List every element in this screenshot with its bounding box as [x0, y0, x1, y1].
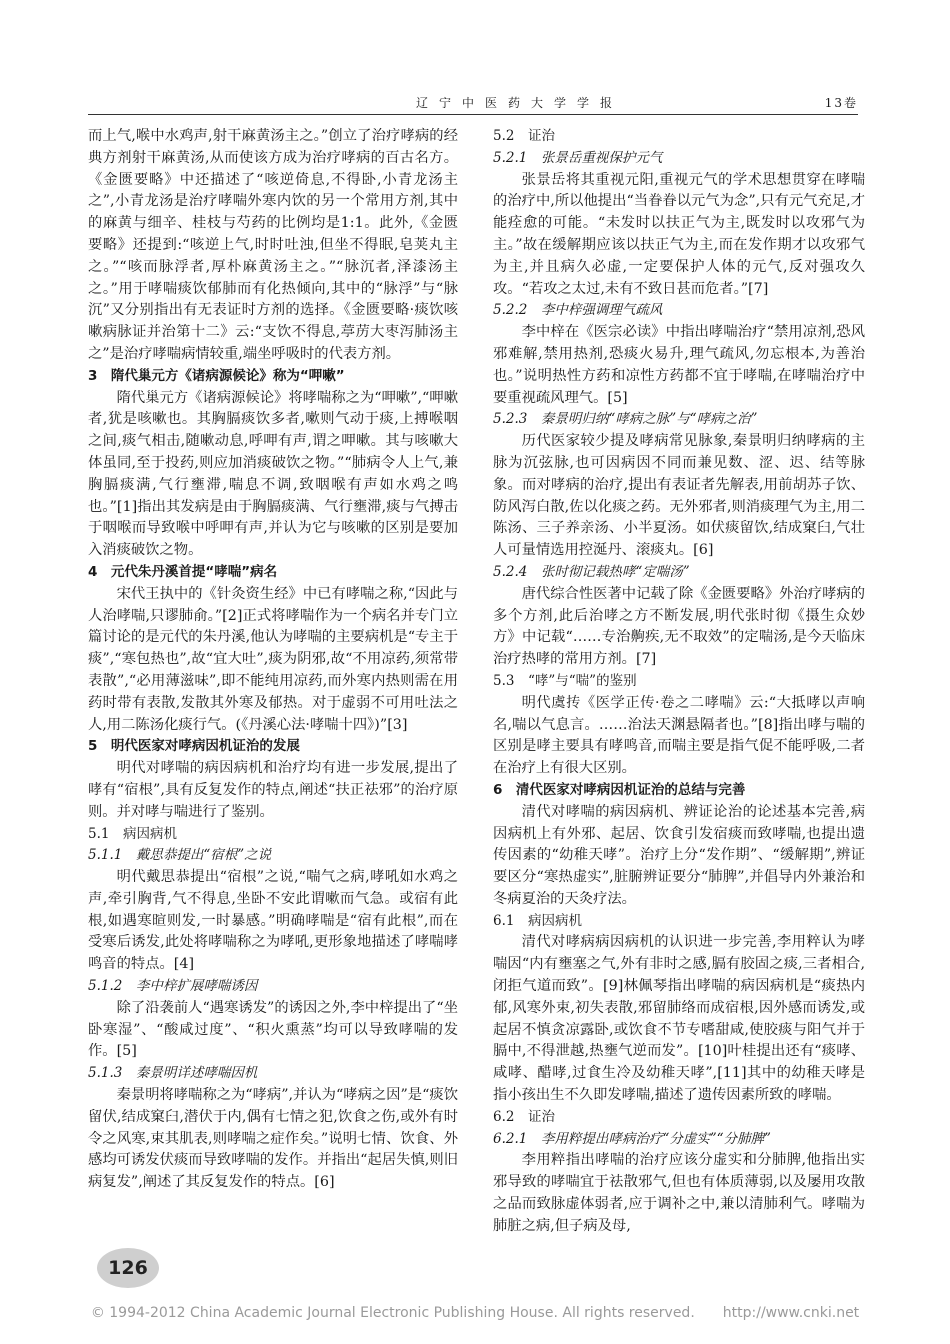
paragraph: 除了沿袭前人“遇寒诱发”的诱因之外,李中梓提出了“坐卧寒湿”、“酸咸过度”、“积火熏蒸”均可以导致哮喘的发作。[5] — [88, 999, 458, 1060]
subsection-heading: 5.3 “哮”与“喘”的鉴别 — [493, 672, 637, 689]
journal-title: 辽宁中医药大学学报 — [416, 96, 624, 110]
right-column — [493, 126, 865, 1238]
subsection-heading: 6.1 病因病机 — [493, 912, 582, 929]
subsection-heading: 6.2 证治 — [493, 1108, 555, 1125]
section-heading: 6 清代医家对哮病因机证治的总结与完善 — [493, 781, 746, 798]
paragraph: 李中梓在《医宗必读》中指出哮喘治疗“禁用凉剂,恐风邪难解,禁用热剂,恐痰火易升,理气疏风,勿忘根本,为善治也。”说明热性方药和凉性方药都不宜于哮喘,在哮喘治疗中要重视疏风理气。[5] — [493, 324, 865, 406]
section-heading: 5 明代医家对哮病因机证治的发展 — [88, 738, 300, 755]
subsubsection-heading: 5.1.2 李中梓扩展哮喘诱因 — [88, 978, 258, 995]
paragraph: 宋代王执中的《针灸资生经》中已有哮喘之称,“因此与人治哮喘,只谬肺俞。”[2]正式将哮喘作为一个病名并专门立篇讨论的是元代的朱丹溪,他认为哮喘的主要病机是“专主于痰”,“寒包热也”,故“宜大吐”,痰为阴邪,故“不用凉药,须常带表散”,“必用薄滋味”,即不能纯用凉药,而外寒内热则需在用药时带有表散,发散其外寒及郁热。对于虚弱不可用吐法之人,用二陈汤化痰行气。(《丹溪心法·哮喘十四》)”[3] — [88, 585, 458, 733]
left-column — [88, 126, 458, 1194]
subsubsection-heading: 5.2.2 李中梓强调理气疏风 — [493, 302, 663, 319]
paragraph: 唐代综合性医著中记载了除《金匮要略》外治疗哮病的多个方剂,此后治哮之方不断发展,明代张时彻《摄生众妙方》中记载“……专治齁疾,无不取效”的定喘汤,是今天临床治疗热哮的常用方剂。[7] — [493, 585, 865, 668]
section-heading: 4 元代朱丹溪首提“哮喘”病名 — [88, 563, 278, 580]
subsection-heading: 5.2 证治 — [493, 128, 555, 144]
paragraph: 明代戴思恭提出“宿根”之说,“喘气之病,哮吼如水鸡之声,牵引胸背,气不得息,坐卧不安此谓嗽而气急。或宿有此根,如遇寒暄则发,一时暴感。”明确哮喘是“宿有此根”,而在受寒后诱发,此处将哮喘称之为哮吼,更形象地描述了哮喘哮鸣音的特点。[4] — [88, 869, 458, 973]
subsubsection-heading: 5.2.4 张时彻记载热哮“定喘汤” — [493, 563, 690, 580]
paragraph: 明代虞抟《医学正传·卷之二哮喘》云:“大抵哮以声响名,喘以气息言。……治法天渊悬隔者也。”[8]指出哮与喘的区别是哮主要具有哮鸣音,而喘主要是指气促不能呼吸,二者在治疗上有很大区别。 — [493, 694, 865, 777]
paragraph: 张景岳将其重视元阳,重视元气的学术思想贯穿在哮喘的治疗中,所以他提出“当眷眷以元气为念”,只有元气充足,才能痊愈的可能。“未发时以扶正气为主,既发时以攻邪气为主。”故在缓解期应该以扶正气为主,而在发作期才以攻邪气为主,并且病久必虚,一定要保护人体的元气,反对强攻久攻。“若攻之太过,未有不致日甚而危者。”[7] — [493, 171, 865, 297]
paragraph: 历代医家较少提及哮病常见脉象,秦景明归纳哮病的主脉为沉弦脉,也可因病因不同而兼见数、涩、迟、结等脉象。而对哮病的治疗,提出有表证者先解表,用前胡苏子饮、防风泻白散,佐以化痰之药。无外邪者,则消痰理气为主,用二陈汤、三子养亲汤、小半夏汤。如伏痰留饮,结成窠臼,气壮人可量情选用控涎丹、滚痰丸。[6] — [493, 433, 865, 559]
page-number: 126 — [97, 1248, 159, 1288]
volume-label: 13卷 — [824, 96, 858, 110]
paragraph: 隋代巢元方《诸病源候论》将哮喘称之为“呷嗽”,“呷嗽者,犹是咳嗽也。其胸膈痰饮多者,嗽则气动于痰,上搏喉咽之间,痰气相击,随嗽动息,呼呷有声,谓之呷嗽。其与咳嗽大体虽同,至于投药,则应加消痰破饮之物。”“肺病令人上气,兼胸膈痰满,气行壅滞,喘息不调,致咽喉有声如水鸡之鸣也。”[1]指出其发病是由于胸膈痰满、气行壅滞,痰与气搏击于咽喉而导致喉中呼呷有声,并认为它与咳嗽的区别是要加入消痰破饮之物。 — [88, 389, 458, 559]
paragraph: 而上气,喉中水鸡声,射干麻黄汤主之。”创立了治疗哮病的经典方剂射干麻黄汤,从而使该方成为治疗哮病的百古名方。《金匮要略》中还描述了“咳逆倚息,不得卧,小青龙汤主之”,小青龙汤是治疗哮喘外寒内饮的另一个常用方剂,其中的麻黄与细辛、桂枝与芍药的比例均是1:1。此外,《金匮要略》还提到:“咳逆上气,时时吐浊,但坐不得眠,皂荚丸主之。”“咳而脉浮者,厚朴麻黄汤主之。”“脉沉者,泽漆汤主之。”用于哮喘痰饮郁肺而有化热倾向,其中的“脉浮”与“脉沉”又分别指出有无表证时方剂的选择。《金匮要略·痰饮咳嗽病脉证并治第十二》云:“支饮不得息,葶苈大枣泻肺汤主之”是治疗哮喘病情较重,端坐呼吸时的代表方剂。 — [88, 128, 458, 362]
section-heading: 3 隋代巢元方《诸病源候论》称为“呷嗽” — [88, 367, 345, 384]
paragraph: 李用粹指出哮喘的治疗应该分虚实和分肺脾,他指出实邪导致的哮喘宜于祛散邪气,但也有体质薄弱,以及屡用攻散之品而致脉虚体弱者,应于调补之中,兼以清肺利气。哮喘为肺脏之病,但子病及母, — [493, 1152, 865, 1234]
subsubsection-heading: 5.2.3 秦景明归纳“哮病之脉”与“哮病之治” — [493, 411, 758, 428]
paragraph: 秦景明将哮喘称之为“哮病”,并认为“哮病之因”是“痰饮留伏,结成窠臼,潜伏于内,偶有七情之犯,饮食之伤,或外有时令之风寒,束其肌表,则哮喘之症作矣。”说明七情、饮食、外感均可诱发伏痰而导致哮喘的发作。并指出“起居失慎,则旧病复发”,阐述了其反复发作的特点。[6] — [88, 1087, 458, 1191]
subsubsection-heading: 5.1.1 戴思恭提出“宿根”之说 — [88, 847, 272, 864]
subsubsection-heading: 6.2.1 李用粹提出哮病治疗“分虚实”“分肺脾” — [493, 1130, 771, 1147]
paragraph: 明代对哮喘的病因病机和治疗均有进一步发展,提出了哮有“宿根”,具有反复发作的特点,阐述“扶正祛邪”的治疗原则。并对哮与喘进行了鉴别。 — [88, 760, 458, 820]
subsubsection-heading: 5.2.1 张景岳重视保护元气 — [493, 149, 663, 166]
running-header — [88, 90, 858, 115]
paragraph: 清代对哮病病因病机的认识进一步完善,李用粹认为哮喘因“内有壅塞之气,外有非时之感,膈有胶固之痰,三者相合,闭拒气道而致”。[9]林佩琴指出哮喘的病因病机是“痰热内郁,风寒外束,初失表散,邪留肺络而成宿根,因外感而诱发,或起居不慎贪凉露卧,或饮食不节专嗜甜咸,使胶痰与阳气并于膈中,不得泄越,热壅气逆而发”。[10]叶桂提出还有“痰哮、咸哮、醋哮,过食生冷及幼稚天哮”,[11]其中的幼稚天哮是指小孩出生不久即发哮喘,描述了遗传因素所致的哮喘。 — [493, 934, 865, 1104]
subsubsection-heading: 5.1.3 秦景明详述哮喘因机 — [88, 1065, 258, 1082]
paragraph: 清代对哮喘的病因病机、辨证论治的论述基本完善,病因病机上有外邪、起居、饮食引发宿痰而致哮喘,也提出遗传因素的“幼稚天哮”。治疗上分“发作期”、“缓解期”,辨证要区分“寒热虚实”,脏腑辨证要分“肺脾”,并倡导内外兼治和冬病夏治的天灸疗法。 — [493, 803, 865, 907]
copyright-footer: © 1994-2012 China Academic Journal Electronic Publishing House. All rights reserved. http://www.cnki.net — [90, 1305, 860, 1321]
subsection-heading: 5.1 病因病机 — [88, 825, 177, 842]
